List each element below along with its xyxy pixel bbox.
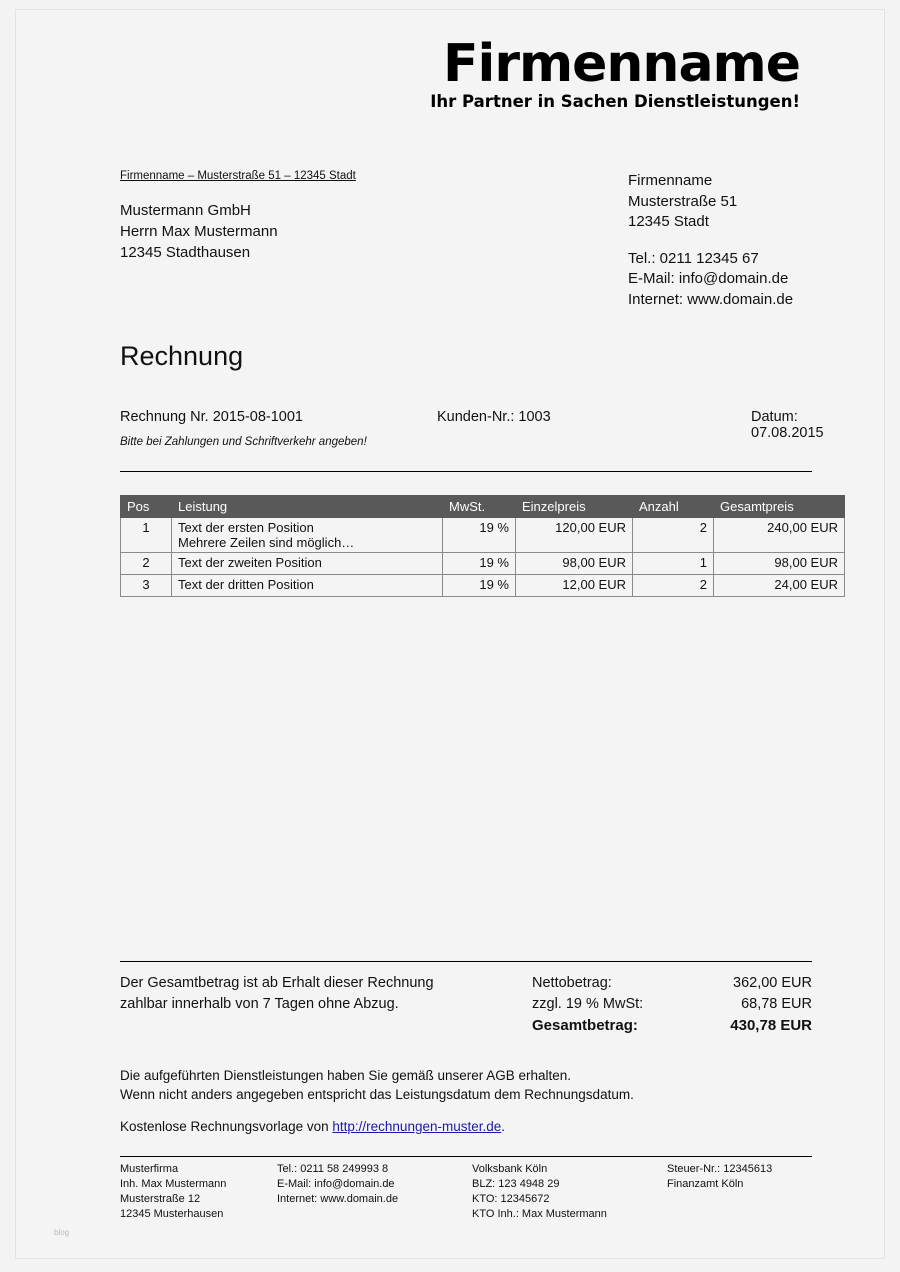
recipient-line-1: Mustermann GmbH — [120, 202, 251, 219]
divider-bottom — [120, 961, 812, 962]
cell-pos: 1 — [121, 518, 172, 553]
totals-vat-value: 68,78 EUR — [741, 996, 812, 1012]
cell-gesamtpreis: 98,00 EUR — [714, 553, 845, 575]
divider-footer — [120, 1156, 812, 1157]
sender-return-line: Firmenname – Musterstraße 51 – 12345 Stadt — [120, 170, 356, 182]
cell-mwst: 19 % — [443, 518, 516, 553]
line-items-table — [120, 495, 845, 597]
footer-c2-l3: Internet: www.domain.de — [277, 1193, 399, 1205]
totals-net-value: 362,00 EUR — [733, 975, 812, 991]
table-row — [121, 575, 845, 597]
footer-column-contact — [277, 1162, 398, 1207]
cell-gesamtpreis: 24,00 EUR — [714, 575, 845, 597]
cell-mwst: 19 % — [443, 575, 516, 597]
footer-c1-l1: Musterfirma — [120, 1163, 179, 1175]
header-anzahl: Anzahl — [633, 496, 714, 518]
cell-anzahl: 1 — [633, 553, 714, 575]
invoice-notes — [120, 1066, 634, 1104]
document-meta-note: Bitte bei Zahlungen und Schriftverkehr angeben! — [120, 436, 367, 448]
footer-c2-l1: Tel.: 0211 58 249993 8 — [277, 1163, 389, 1175]
table-row — [121, 553, 845, 575]
table-header-row — [121, 496, 845, 518]
header-gesamtpreis: Gesamtpreis — [714, 496, 845, 518]
cell-gesamtpreis: 240,00 EUR — [714, 518, 845, 553]
header-leistung: Leistung — [172, 496, 443, 518]
company-slogan: Ihr Partner in Sachen Dienstleistungen! — [430, 92, 800, 111]
recipient-line-2: Herrn Max Mustermann — [120, 223, 278, 240]
cell-anzahl: 2 — [633, 575, 714, 597]
footer-c3-l1: Volksbank Köln — [472, 1163, 548, 1175]
header-mwst: MwSt. — [443, 496, 516, 518]
footer-column-tax — [667, 1162, 772, 1192]
company-name: Firmenname — [442, 34, 800, 94]
invoice-date: Datum: 07.08.2015 — [751, 409, 824, 441]
table-row — [121, 518, 845, 553]
invoice-notes-line-1: Die aufgeführten Dienstleistungen haben Sie gemäß unserer AGB erhalten. — [120, 1068, 572, 1083]
sender-phone: Tel.: 0211 12345 67 — [628, 249, 759, 267]
header-einzelpreis: Einzelpreis — [516, 496, 633, 518]
cell-mwst: 19 % — [443, 553, 516, 575]
sender-address — [628, 171, 793, 310]
template-credit-prefix: Kostenlose Rechnungsvorlage von — [120, 1119, 333, 1134]
letterhead — [430, 36, 800, 112]
document-title: Rechnung — [120, 341, 244, 371]
sender-line-1: Firmenname — [628, 172, 713, 189]
invoice-notes-line-2: Wenn nicht anders angegeben entspricht das Leistungsdatum dem Rechnungsdatum. — [120, 1087, 634, 1102]
totals-grand-value: 430,78 EUR — [730, 1017, 812, 1034]
recipient-address — [120, 200, 278, 263]
sender-spacer — [628, 233, 793, 249]
invoice-number: Rechnung Nr. 2015-08-1001 — [120, 409, 303, 425]
cell-einzelpreis: 98,00 EUR — [516, 553, 633, 575]
sender-website: Internet: www.domain.de — [628, 290, 794, 308]
footer-c1-l2: Inh. Max Mustermann — [120, 1178, 227, 1190]
totals-net-row — [532, 973, 812, 994]
payment-terms-line-2: zahlbar innerhalb von 7 Tagen ohne Abzug. — [120, 996, 399, 1012]
template-credit — [120, 1119, 505, 1134]
payment-terms-line-1: Der Gesamtbetrag ist ab Erhalt dieser Rechnung — [120, 975, 434, 991]
cell-leistung: Text der zweiten Position — [172, 553, 443, 575]
footer-c4-l2: Finanzamt Köln — [667, 1178, 744, 1190]
footer-c3-l3: KTO: 12345672 — [472, 1193, 550, 1205]
footer-c2-l2: E-Mail: info@domain.de — [277, 1178, 395, 1190]
footer-column-company — [120, 1162, 226, 1222]
cell-leistung-line2: Mehrere Zeilen sind möglich… — [178, 535, 355, 550]
template-credit-suffix: . — [501, 1119, 506, 1134]
template-credit-link[interactable]: http://rechnungen-muster.de — [332, 1119, 502, 1134]
footer-c1-l4: 12345 Musterhausen — [120, 1208, 224, 1220]
totals-vat-row — [532, 994, 812, 1015]
divider-top — [120, 471, 812, 472]
footer-c3-l4: KTO Inh.: Max Mustermann — [472, 1208, 607, 1220]
corner-watermark: blog — [54, 1228, 70, 1237]
sender-email: E-Mail: info@domain.de — [628, 270, 789, 287]
totals-grand-row — [532, 1015, 812, 1036]
cell-anzahl: 2 — [633, 518, 714, 553]
cell-leistung: Text der dritten Position — [172, 575, 443, 597]
customer-number: Kunden-Nr.: 1003 — [437, 409, 551, 425]
totals-grand-label: Gesamtbetrag: — [532, 1017, 638, 1034]
sender-line-3: 12345 Stadt — [628, 213, 709, 230]
totals-vat-label: zzgl. 19 % MwSt: — [532, 996, 644, 1012]
cell-leistung — [172, 518, 443, 553]
footer-c1-l3: Musterstraße 12 — [120, 1193, 201, 1205]
header-pos: Pos — [121, 496, 172, 518]
cell-einzelpreis: 120,00 EUR — [516, 518, 633, 553]
footer-c3-l2: BLZ: 123 4948 29 — [472, 1178, 560, 1190]
payment-terms — [120, 973, 520, 1015]
footer-c4-l1: Steuer-Nr.: 12345613 — [667, 1163, 773, 1175]
cell-leistung-line1: Text der ersten Position — [178, 520, 314, 535]
sender-line-2: Musterstraße 51 — [628, 192, 738, 210]
recipient-line-3: 12345 Stadthausen — [120, 244, 251, 261]
invoice-sheet — [16, 10, 884, 1258]
footer-column-bank — [472, 1162, 607, 1222]
totals-block — [532, 973, 812, 1036]
cell-pos: 3 — [121, 575, 172, 597]
totals-net-label: Nettobetrag: — [532, 975, 612, 991]
cell-pos: 2 — [121, 553, 172, 575]
cell-einzelpreis: 12,00 EUR — [516, 575, 633, 597]
